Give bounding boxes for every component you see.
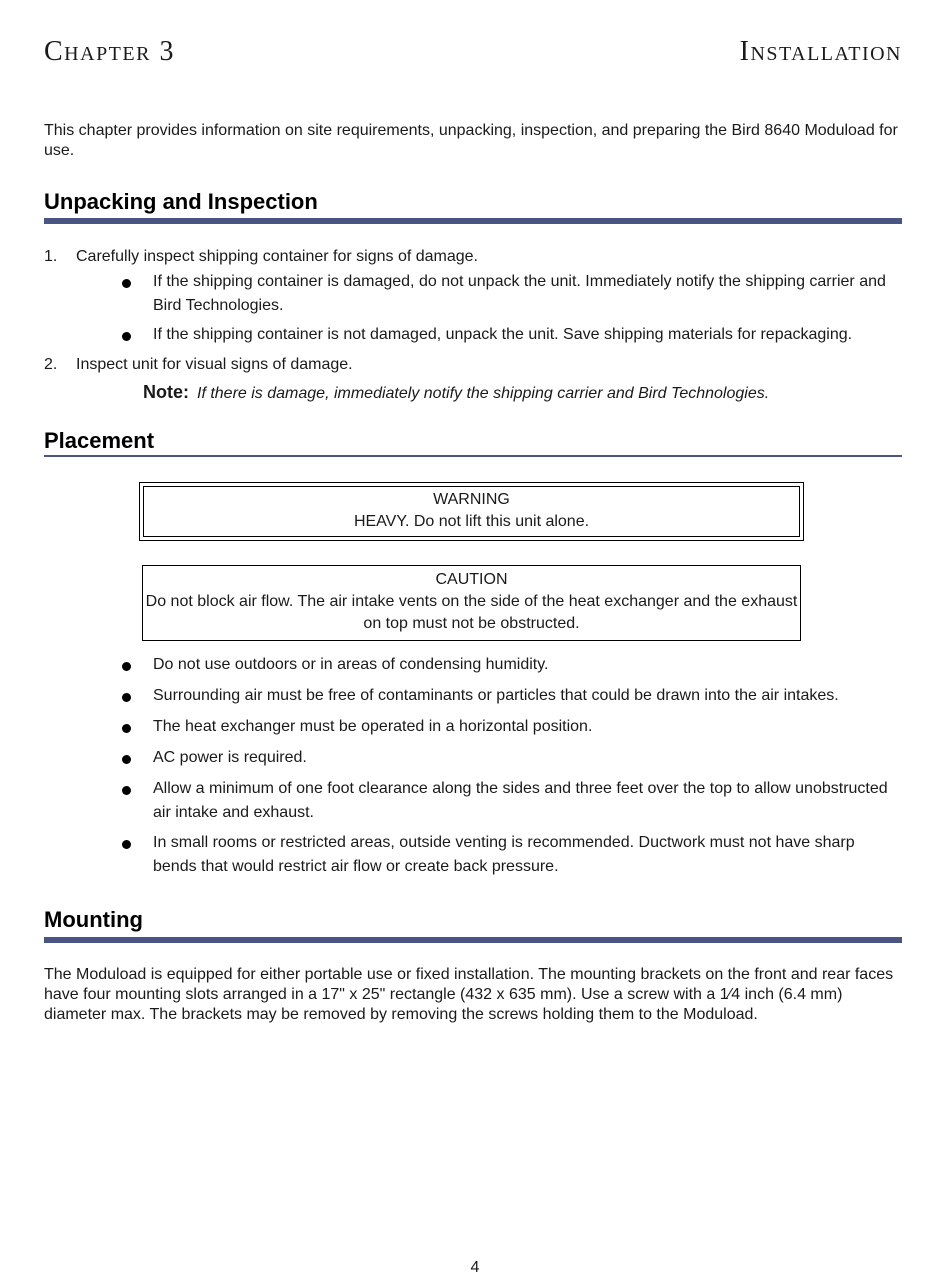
list-item: [110, 831, 902, 879]
section-rule: [44, 455, 902, 457]
mounting-paragraph: [44, 965, 904, 1025]
bullet-text: AC power is required.: [153, 749, 307, 766]
bullet-icon: [122, 786, 131, 795]
step-number: 1.: [44, 248, 58, 265]
bullet-icon: [122, 840, 131, 849]
list-item: [110, 323, 902, 347]
list-item: [110, 777, 902, 825]
bullet-text: In small rooms or restricted areas, outside venting is recommended. Ductwork must not have sharp bends that would restrict air flow or create back pressure.: [153, 834, 855, 875]
bullet-text: The heat exchanger must be operated in a horizontal position.: [153, 718, 593, 735]
mounting-heading: Mounting: [44, 907, 143, 932]
bullet-icon: [122, 724, 131, 733]
bullet-icon: [122, 693, 131, 702]
bullet-text: If the shipping container is damaged, do not unpack the unit. Immediately notify the shipping carrier and Bird Technologies.: [153, 273, 886, 314]
bullet-icon: [122, 755, 131, 764]
section-rule: [44, 937, 902, 943]
caution-text: Do not block air flow. The air intake vents on the side of the heat exchanger and the exhaust on top must not be obstructed.: [145, 593, 798, 632]
step-text: Carefully inspect shipping container for signs of damage.: [76, 248, 478, 265]
caution-title: CAUTION: [435, 571, 508, 588]
list-item: [110, 684, 902, 708]
bullet-text: Surrounding air must be free of contaminants or particles that could be drawn into the air intakes.: [153, 687, 839, 704]
list-item: [110, 653, 902, 677]
section-rule: [44, 218, 902, 224]
bullet-text: If the shipping container is not damaged, unpack the unit. Save shipping materials for repackaging.: [153, 326, 853, 343]
bullet-icon: [122, 662, 131, 671]
caution-box: [142, 565, 801, 641]
note: [143, 382, 769, 403]
bullet-text: Allow a minimum of one foot clearance along the sides and three feet over the top to allow unobstructed air intake and exhaust.: [153, 780, 888, 821]
warning-box: [139, 482, 804, 541]
running-header: [44, 36, 902, 68]
bullet-text: Do not use outdoors or in areas of condensing humidity.: [153, 656, 549, 673]
list-item: [110, 270, 902, 318]
bullet-icon: [122, 279, 131, 288]
mounting-text-end: inch (6.4 mm) diameter max. The brackets may be removed by removing the screws holding them to the Moduload.: [44, 986, 843, 1023]
warning-text: HEAVY. Do not lift this unit alone.: [353, 513, 590, 530]
placement-heading: Placement: [44, 428, 155, 453]
chapter-title: Installation: [739, 36, 902, 67]
intro-paragraph: This chapter provides information on site requirements, unpacking, inspection, and preparing the Bird 8640 Moduload for use.: [44, 122, 898, 159]
mounting-text-start: The Moduload is equipped for either portable use or fixed installation. The mounting brackets on the front and rear faces have four mounting slots arranged in a 17" x 25" rectangle (432 x 635 mm). Use a screw with a: [44, 966, 894, 1003]
chapter-label: Chapter 3: [44, 36, 175, 67]
list-item: [110, 715, 902, 739]
bullet-icon: [122, 332, 131, 341]
list-item: [110, 746, 902, 770]
step-number: 2.: [44, 356, 58, 373]
unpacking-heading: Unpacking and Inspection: [44, 189, 318, 214]
page-number: 4: [470, 1259, 480, 1276]
fraction: 1⁄4: [719, 986, 741, 1003]
step-text: Inspect unit for visual signs of damage.: [76, 356, 353, 373]
warning-title: WARNING: [433, 491, 510, 508]
note-label: Note:: [143, 382, 189, 402]
note-text: If there is damage, immediately notify the shipping carrier and Bird Technologies.: [197, 385, 770, 402]
